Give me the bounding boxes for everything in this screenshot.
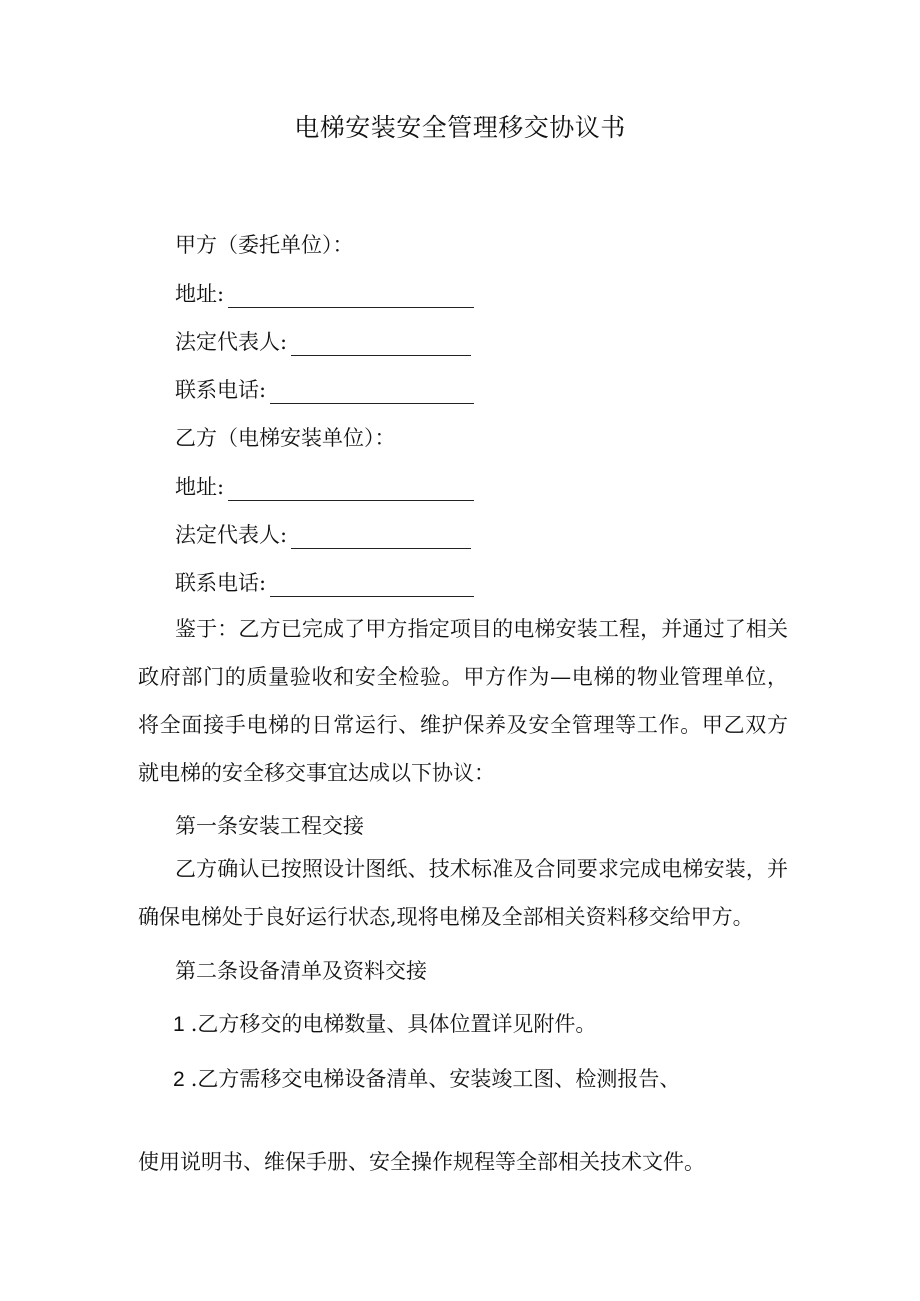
- party-a-phone-blank[interactable]: [270, 383, 474, 404]
- party-a-rep-blank[interactable]: [291, 335, 471, 356]
- party-b-address-label: 地址:: [175, 475, 225, 499]
- party-a-address-row: [175, 278, 474, 308]
- preamble-paragraph: 鉴于：乙方已完成了甲方指定项目的电梯安装工程，并通过了相关政府部门的质量验收和安全检验。甲方作为—电梯的物业管理单位，将全面接手电梯的日常运行、维护保养及安全管理等工作。甲乙双方就电梯的安全移交事宜达成以下协议：: [138, 617, 788, 785]
- party-b-heading: 乙方（电梯安装单位）：: [175, 426, 396, 450]
- party-a-rep-row: [175, 326, 471, 356]
- party-b-rep-blank[interactable]: [291, 528, 471, 549]
- article-2-continuation: 使用说明书、维保手册、安全操作规程等全部相关技术文件。: [138, 1150, 705, 1174]
- document-title: 电梯安装安全管理移交协议书: [294, 113, 626, 142]
- party-b-rep-row: [175, 519, 471, 549]
- article-1-body: 乙方确认已按照设计图纸、技术标准及合同要求完成电梯安装，并确保电梯处于良好运行状态,现将电梯及全部相关资料移交给甲方。: [138, 857, 788, 929]
- party-b-phone-blank[interactable]: [270, 576, 474, 597]
- party-a-heading: 甲方（委托单位）：: [175, 233, 354, 257]
- item-number: 2: [173, 1068, 185, 1091]
- article-2-heading: 第二条设备清单及资料交接: [175, 959, 427, 983]
- party-a-rep-label: 法定代表人:: [175, 330, 288, 354]
- party-b-phone-label: 联系电话:: [175, 571, 267, 595]
- article-1-heading: 第一条安装工程交接: [175, 814, 364, 838]
- party-b-address-row: [175, 471, 474, 501]
- party-a-address-label: 地址:: [175, 282, 225, 306]
- party-b-phone-row: [175, 567, 474, 597]
- item-number: 1: [173, 1013, 185, 1036]
- article-2-item-2: [173, 1063, 680, 1093]
- party-a-phone-row: [175, 374, 474, 404]
- party-b-address-blank[interactable]: [228, 480, 474, 501]
- party-a-address-blank[interactable]: [228, 287, 474, 308]
- item-text: .乙方需移交电梯设备清单、安装竣工图、检测报告、: [190, 1067, 681, 1091]
- item-text: .乙方移交的电梯数量、具体位置详见附件。: [190, 1012, 597, 1036]
- article-2-item-1: [173, 1008, 596, 1038]
- party-b-rep-label: 法定代表人:: [175, 523, 288, 547]
- party-a-phone-label: 联系电话:: [175, 378, 267, 402]
